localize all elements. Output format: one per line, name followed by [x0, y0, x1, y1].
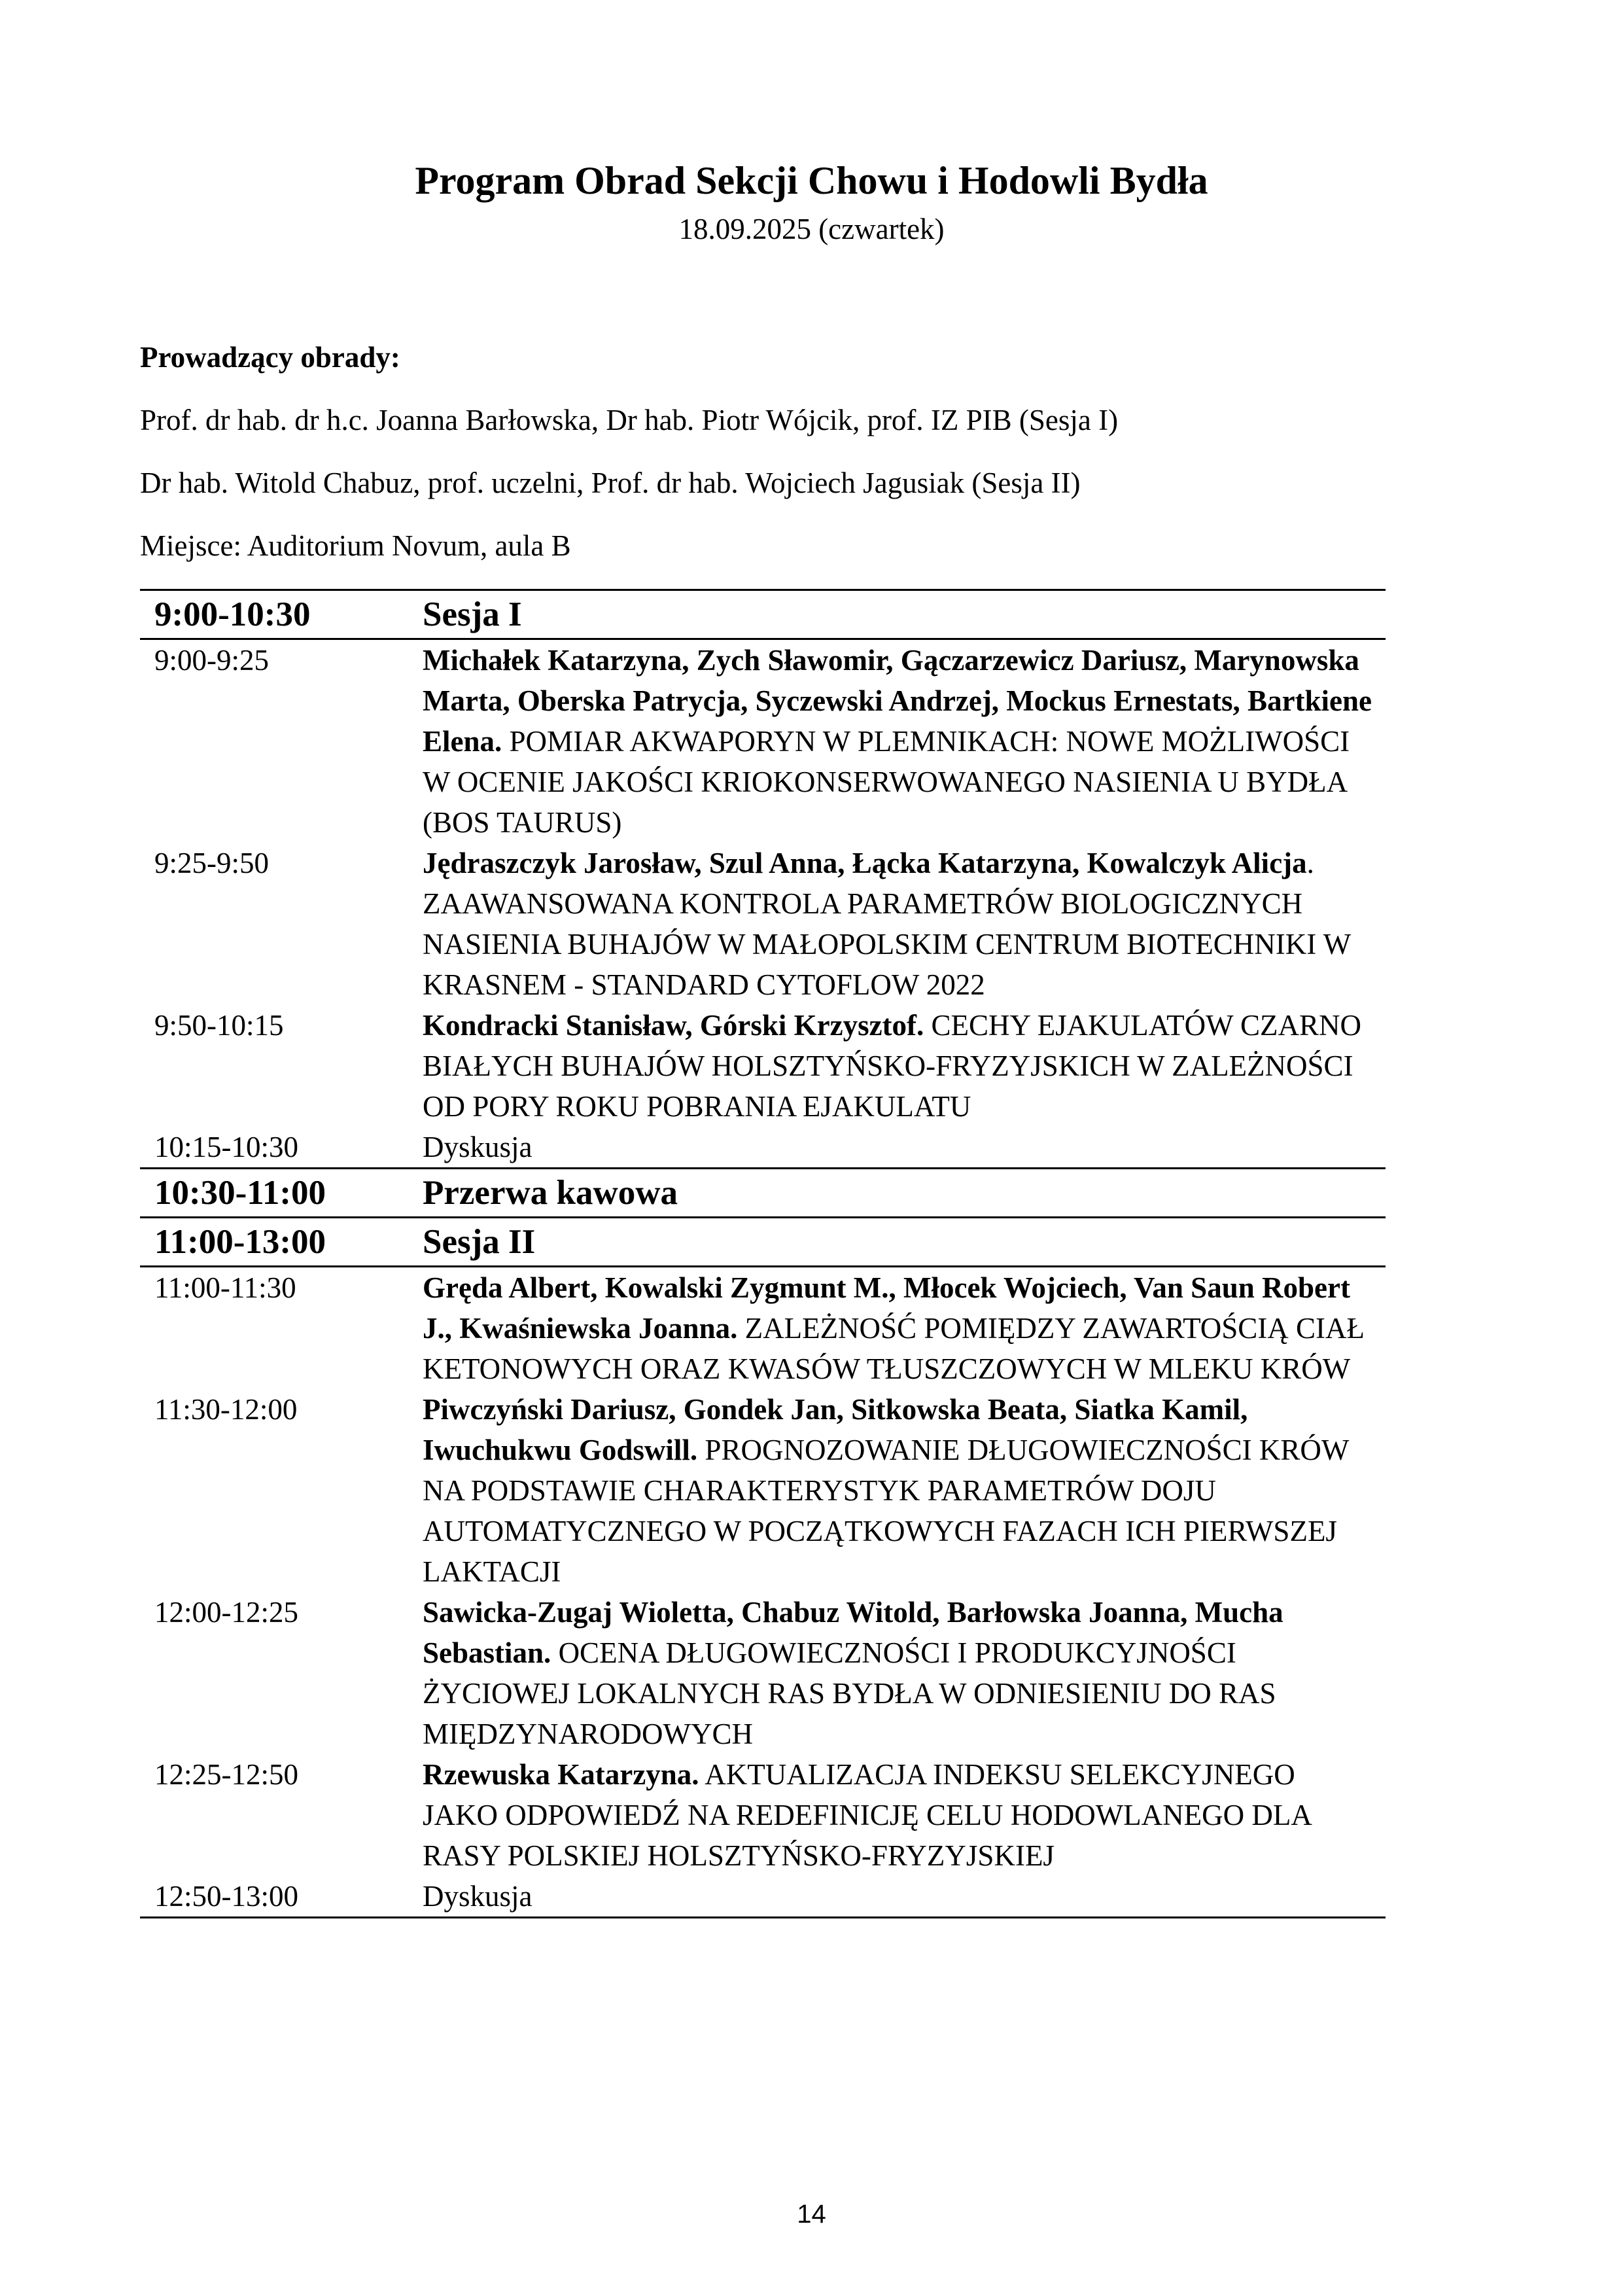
talk-title: POMIAR AKWAPORYN W PLEMNIKACH: NOWE MOŻLIWOŚCI W OCENIE JAKOŚCI KRIOKONSERWOWANEGO NASIENIA U BYDŁA (BOS TAURUS) — [423, 725, 1350, 839]
location: Miejsce: Auditorium Novum, aula B — [140, 529, 571, 562]
talk-entry — [423, 1005, 1386, 1127]
talk-time: 11:30-12:00 — [154, 1393, 298, 1426]
talk-title: PROGNOZOWANIE DŁUGOWIECZNOŚCI KRÓW NA PODSTAWIE CHARAKTERYSTYK PARAMETRÓW DOJU AUTOMATYCZNEGO W POCZĄTKOWYCH FAZACH ICH PIERWSZEJ LAKTACJI — [423, 1434, 1349, 1588]
chairs-session-2: Dr hab. Witold Chabuz, prof. uczelni, Prof. dr hab. Wojciech Jagusiak (Sesja II) — [140, 467, 1081, 499]
talk-row — [140, 1389, 1386, 1592]
talk-entry — [423, 843, 1386, 1005]
talk-row — [140, 1754, 1386, 1876]
talk-entry — [423, 639, 1386, 843]
page-title: Program Obrad Sekcji Chowu i Hodowli Bydła — [415, 159, 1208, 202]
session-time: 9:00-10:30 — [140, 590, 423, 639]
talk-entry — [423, 1389, 1386, 1592]
session-label: Sesja II — [423, 1218, 1386, 1267]
session-header-row — [140, 590, 1386, 639]
talk-entry — [423, 1754, 1386, 1876]
session-header-row — [140, 1218, 1386, 1267]
break-label: Przerwa kawowa — [423, 1169, 1386, 1218]
chairs-heading: Prowadzący obrady: — [140, 341, 400, 374]
talk-title: AKTUALIZACJA INDEKSU SELEKCYJNEGO JAKO ODPOWIEDŹ NA REDEFINICJĘ CELU HODOWLANEGO DLA RASY POLSKIEJ HOLSZTYŃSKO-FRYZYJSKIEJ — [423, 1758, 1311, 1872]
talk-time: 9:50-10:15 — [154, 1009, 284, 1042]
talk-authors: Sawicka-Zugaj Wioletta, Chabuz Witold, Barłowska Joanna, Mucha Sebastian. — [423, 1596, 1283, 1669]
talk-row — [140, 1005, 1386, 1127]
page-date: 18.09.2025 (czwartek) — [678, 213, 945, 245]
discussion-row — [140, 1876, 1386, 1918]
discussion-time: 10:15-10:30 — [154, 1131, 298, 1163]
talk-authors: Jędraszczyk Jarosław, Szul Anna, Łącka Katarzyna, Kowalczyk Alicja — [423, 847, 1307, 879]
talk-title: ZALEŻNOŚĆ POMIĘDZY ZAWARTOŚCIĄ CIAŁ KETONOWYCH ORAZ KWASÓW TŁUSZCZOWYCH W MLEKU KRÓW — [423, 1312, 1365, 1385]
talk-time: 11:00-11:30 — [154, 1271, 296, 1304]
talk-authors: Kondracki Stanisław, Górski Krzysztof. — [423, 1009, 924, 1042]
discussion-label: Dyskusja — [423, 1131, 532, 1163]
talk-authors: Michałek Katarzyna, Zych Sławomir, Gączarzewicz Dariusz, Marynowska Marta, Oberska Patrycja, Syczewski Andrzej, Mockus Ernestats, Bartkiene Elena. — [423, 644, 1372, 758]
break-time: 10:30-11:00 — [140, 1169, 423, 1218]
discussion-time: 12:50-13:00 — [140, 1876, 423, 1918]
talk-time: 9:25-9:50 — [154, 847, 269, 879]
discussion-row — [140, 1127, 1386, 1169]
talk-title: . ZAAWANSOWANA KONTROLA PARAMETRÓW BIOLOGICZNYCH NASIENIA BUHAJÓW W MAŁOPOLSKIM CENTRUM BIOTECHNIKI W KRASNEM - STANDARD CYTOFLOW 2022 — [423, 847, 1351, 1001]
chairs-session-1: Prof. dr hab. dr h.c. Joanna Barłowska, Dr hab. Piotr Wójcik, prof. IZ PIB (Sesja I) — [140, 404, 1119, 436]
talk-entry — [423, 1267, 1386, 1390]
session-label: Sesja I — [423, 590, 1386, 639]
talk-time: 12:25-12:50 — [154, 1758, 298, 1791]
talk-authors: Piwczyński Dariusz, Gondek Jan, Sitkowska Beata, Siatka Kamil, Iwuchukwu Godswill. — [423, 1393, 1248, 1466]
break-row — [140, 1169, 1386, 1218]
talk-title: OCENA DŁUGOWIECZNOŚCI I PRODUKCYJNOŚCI ŻYCIOWEJ LOKALNYCH RAS BYDŁA W ODNIESIENIU DO RAS MIĘDZYNARODOWYCH — [423, 1636, 1276, 1750]
talk-authors: Rzewuska Katarzyna. — [423, 1758, 699, 1791]
talk-row — [140, 639, 1386, 843]
discussion-label: Dyskusja — [423, 1876, 1386, 1918]
talk-row — [140, 1267, 1386, 1390]
talk-row — [140, 1592, 1386, 1754]
talk-entry — [423, 1592, 1386, 1754]
schedule-table — [140, 589, 1386, 1918]
talk-authors: Gręda Albert, Kowalski Zygmunt M., Młocek Wojciech, Van Saun Robert J., Kwaśniewska Joanna. — [423, 1271, 1350, 1345]
talk-time: 12:00-12:25 — [154, 1596, 298, 1629]
talk-row — [140, 843, 1386, 1005]
page-number: 14 — [797, 2200, 826, 2229]
talk-title: CECHY EJAKULATÓW CZARNO BIAŁYCH BUHAJÓW HOLSZTYŃSKO-FRYZYJSKICH W ZALEŻNOŚCI OD PORY ROKU POBRANIA EJAKULATU — [423, 1009, 1362, 1123]
session-time: 11:00-13:00 — [140, 1218, 423, 1267]
talk-time: 9:00-9:25 — [154, 644, 269, 677]
